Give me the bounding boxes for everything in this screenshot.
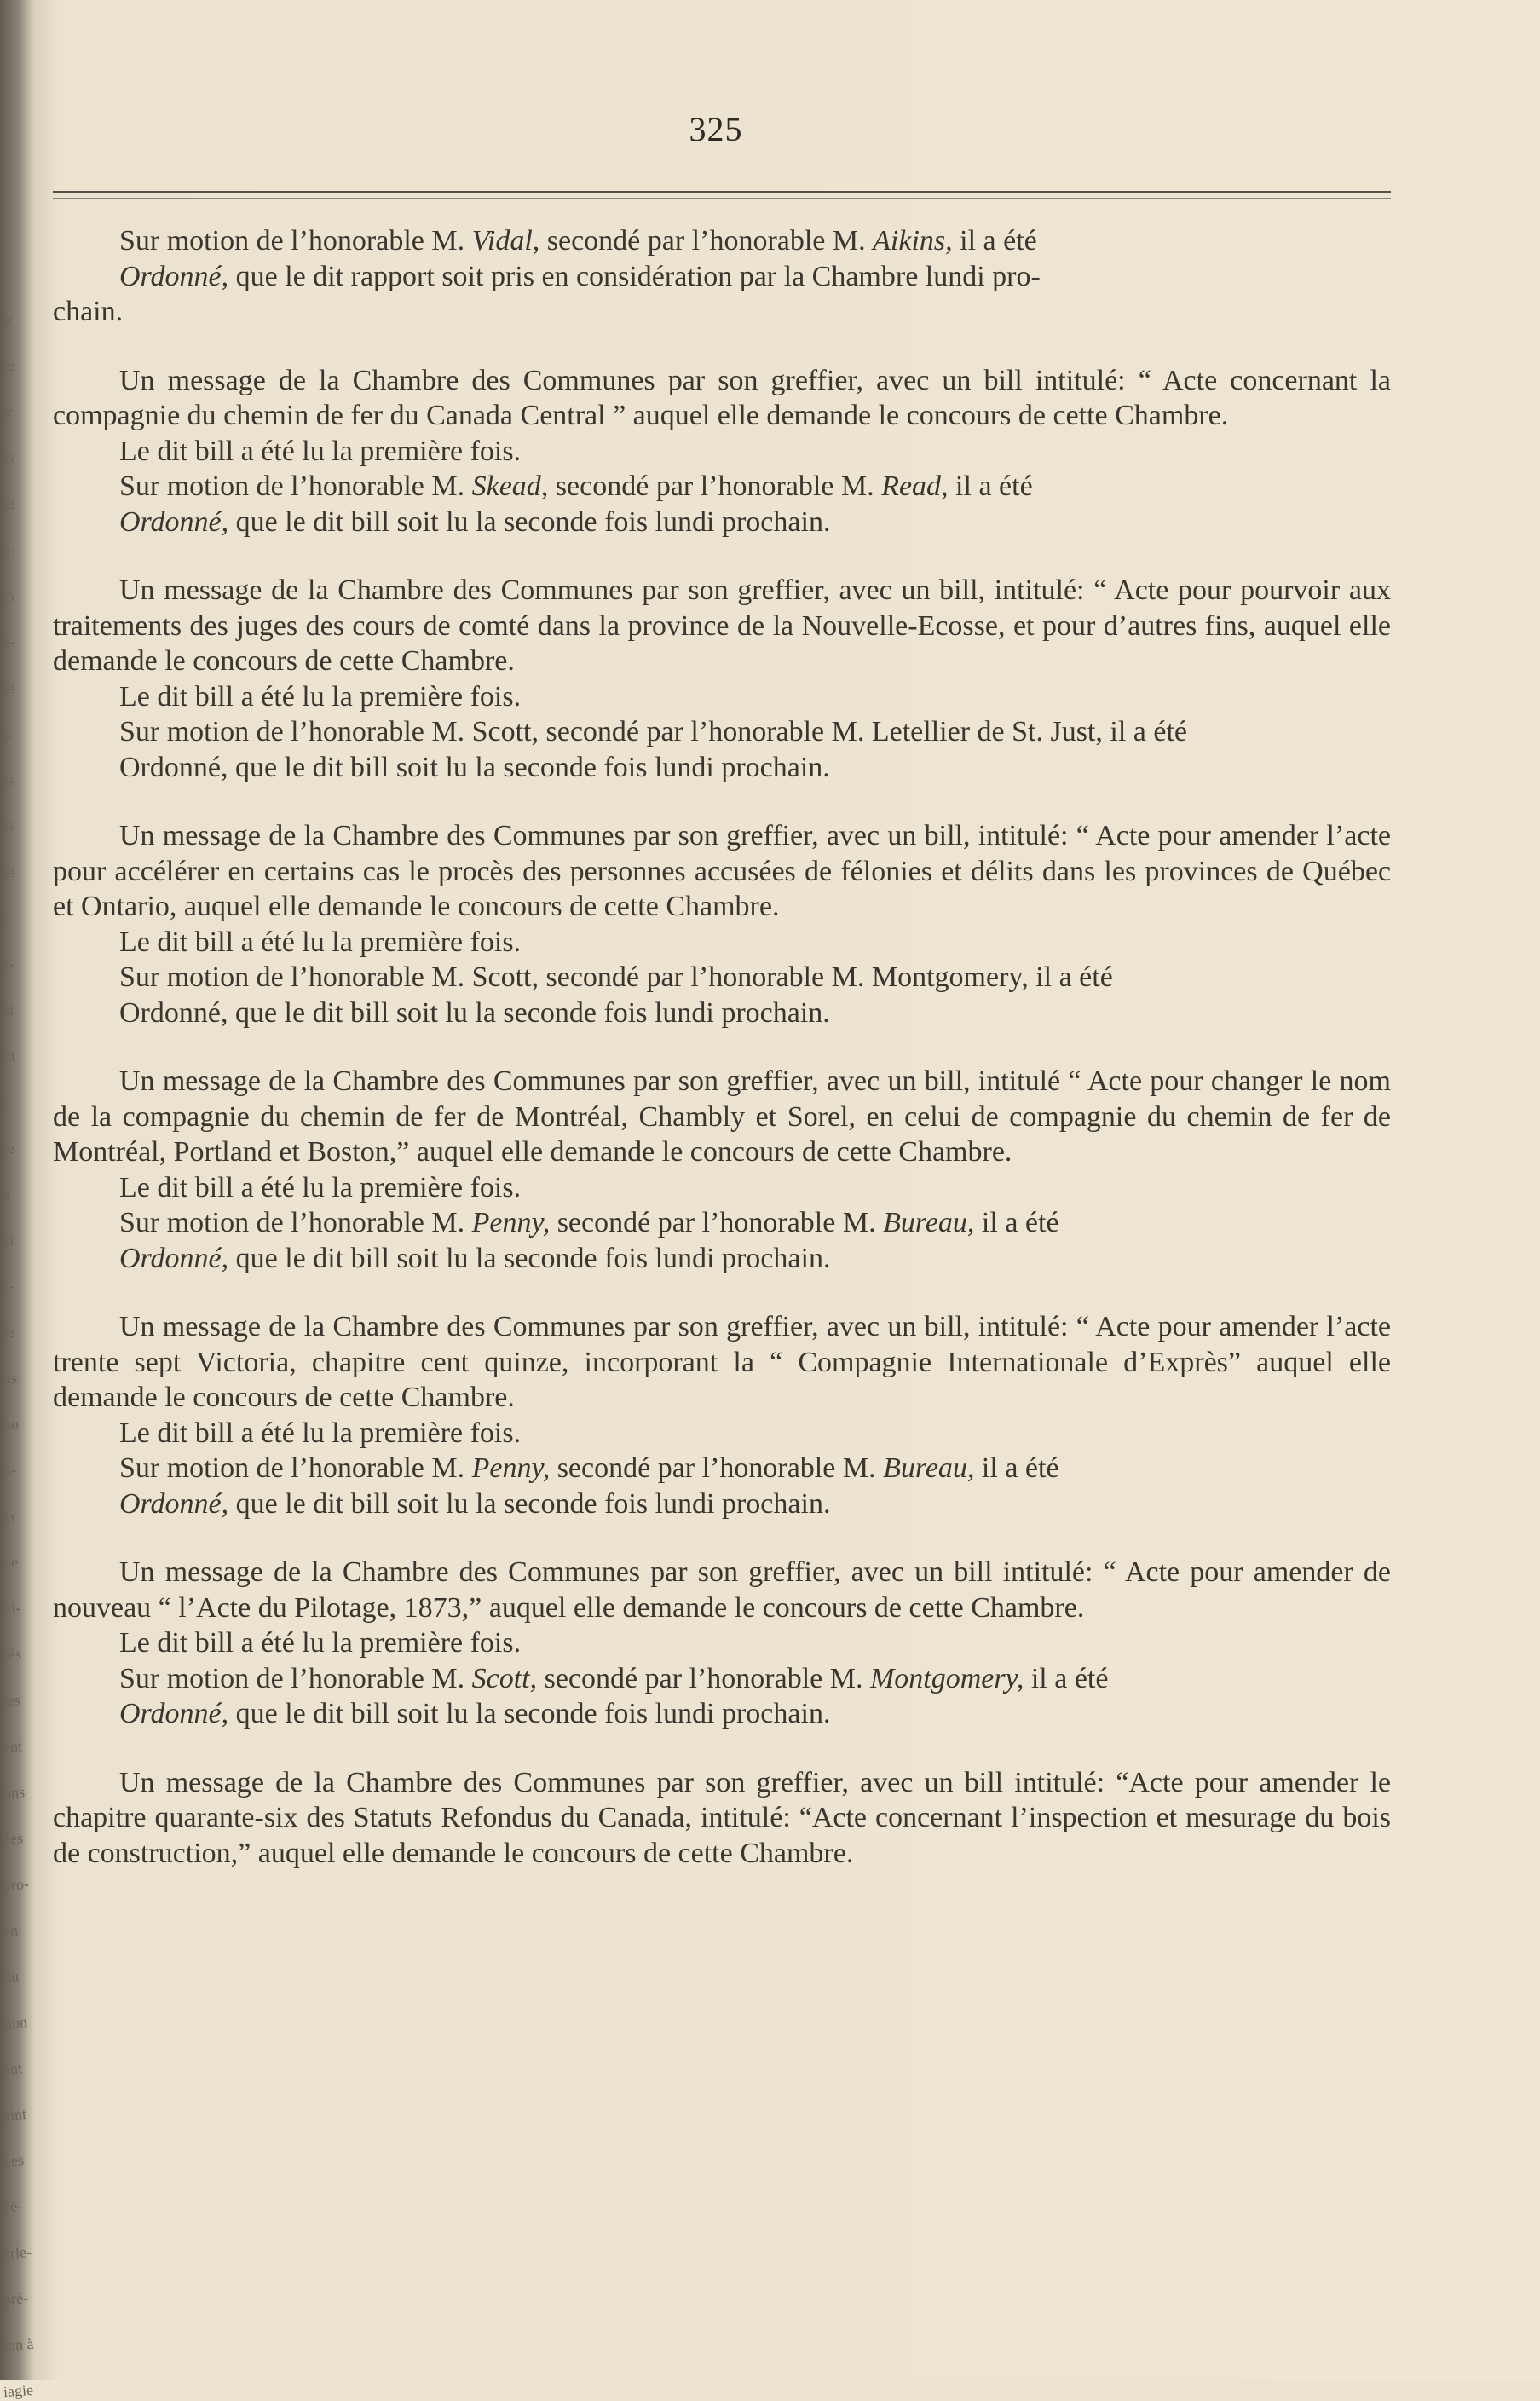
first-reading-line: Le dit bill a été lu la première fois. [119,680,522,713]
text-run: que le dit bill soit lu la seconde fois lundi prochain. [228,1698,831,1729]
text-run: il a été [948,470,1033,502]
gutter-fragment: r- [3,955,14,973]
gutter-fragment: ou [3,1415,20,1434]
seconder-name: Bureau, [883,1452,975,1484]
first-reading-line: Le dit bill a été lu la première fois. [119,435,522,467]
gutter-fragment: la [3,1507,15,1526]
seconder-name: Aikins, [873,225,953,257]
gutter-fragment: tion [3,2013,28,2032]
mover-name: Penny, [471,1207,551,1238]
gutter-fragment: u [3,724,12,743]
gutter-fragment: e- [3,540,16,559]
mover-name: Penny, [471,1452,551,1484]
message-block-felonies [53,818,1391,1030]
motion-line: Sur motion de l’honorable M. Scott, secondé par l’honorable M. Letellier de St. Just, il a été [119,716,1187,747]
order-line [53,259,1391,295]
first-reading-line: Le dit bill a été lu la première fois. [119,1171,522,1203]
gutter-fragment: le [3,863,15,881]
gutter-fragment: ns [3,1369,18,1388]
text-run: il a été [952,225,1037,257]
gutter-fragment: o- [3,1461,17,1480]
paragraph-report-motion [53,223,1391,330]
order-line [53,1486,1391,1522]
gutter-fragment: le [3,1323,15,1342]
order-line-tail: chain. [53,296,124,327]
message-block-montreal-railway [53,1064,1391,1276]
text-run: Sur motion de l’honorable M. [119,225,472,257]
text-run: que le dit bill soit lu la seconde fois lundi prochain. [228,1487,831,1520]
message-paragraph: Un message de la Chambre des Communes par son greffier, avec un bill, intitulé: “ Acte pour pourvoir aux traitements des juges des cours de comté dans la province de la Nouvelle-Ecosse, et pour d’autres fins, auquel elle demande le concours de cette Chambre. [53,574,1391,677]
motion-line [53,1205,1391,1241]
gutter-fragment: les [3,1691,21,1710]
text-run: secondé par l’honorable M. [537,1662,870,1694]
motion-line [53,1661,1391,1697]
header-rule [53,191,1391,193]
message-paragraph: Un message de la Chambre des Communes par son greffier, avec un bill, intitulé “ Acte pour changer le nom de la compagnie du chemin de fer de Montréal, Chambly et Sorel, en celui de compagnie du chemin de fer de Montréal, Portland et Boston,” auquel elle demande le concours de cette Chambre. [53,1065,1391,1168]
gutter-fragment: si [3,1001,14,1019]
gutter-fragment: ent [3,1737,23,1756]
gutter-fragment: ir [3,402,14,421]
order-line [53,1241,1391,1277]
text-run: que le dit rapport soit pris en considération par la Chambre lundi pro- [228,260,1041,292]
order-line [53,1696,1391,1732]
message-paragraph: Un message de la Chambre des Communes par son greffier, avec un bill intitulé: “Acte pour amender le chapitre quarante-six des Statuts Refondus du Canada, intitulé: “Acte concernant l’inspection et mesurage du bois de construction,” auquel elle demande le concours de cette Chambre. [53,1766,1391,1869]
text-run: que le dit bill soit lu la seconde fois lundi prochain. [228,505,831,538]
message-block-express-company [53,1309,1391,1521]
text-run: secondé par l’honorable M. [550,1452,884,1484]
text-run: il a été [974,1452,1059,1484]
gutter-fragment: r- [3,1277,14,1296]
gutter-fragment: rés [3,1645,22,1664]
page-number: 325 [689,110,743,148]
gutter-fragment: a- [3,632,16,651]
gutter-fragment: t [3,1093,9,1111]
ordered-word: Ordonné, [119,260,229,292]
gutter-fragment: arle- [3,2242,32,2263]
text-run: il a été [1024,1662,1109,1694]
text-run: Sur motion de l’honorable M. [119,1452,472,1484]
gutter-fragment: iagie [3,2381,34,2401]
message-block-pilotage [53,1555,1391,1732]
gutter-fragment: ir [3,310,14,329]
gutter-fragment: ent [3,2059,23,2078]
gutter-fragment: le [3,678,15,697]
gutter-fragment: du [3,1967,20,1986]
motion-line: Sur motion de l’honorable M. Scott, secondé par l’honorable M. Montgomery, il a été [119,961,1113,993]
mover-name: Scott, [471,1662,538,1694]
gutter-fragment: ion à [3,2335,35,2355]
gutter-fragment: nt [3,1047,16,1065]
mover-name: Vidal, [471,225,540,257]
text-run: Sur motion de l’honorable M. [119,1207,472,1238]
text-run: secondé par l’honorable M. [548,470,882,502]
ordered-word: Ordonné, [119,505,229,538]
ordered-word: Ordonné, [119,1698,229,1729]
gutter-fragment: le [3,356,15,375]
text-run: secondé par l’honorable M. [550,1207,884,1238]
gutter-fragment: en [3,1921,19,1940]
ordered-word: Ordonné, [119,1242,229,1274]
order-line [53,505,1391,540]
mover-name: Skead, [471,470,549,502]
gutter-fragment: is [3,771,14,789]
motion-line [53,223,1391,259]
gutter-fragment: pré- [3,2289,29,2308]
text-run: Sur motion de l’honorable M. [119,1662,472,1694]
message-paragraph: Un message de la Chambre des Communes par son greffier, avec un bill intitulé: “ Acte concernant la compagnie du chemin de fer du Canada Central ” auquel elle demande le concours de cette Chambre. [53,364,1391,431]
gutter-fragment: ï'é- [3,2197,23,2216]
gutter-fragment: ées [3,1829,24,1848]
gutter-fragment: is [3,448,14,467]
binding-gutter [0,0,49,2401]
gutter-fragment: ne [3,1553,19,1572]
message-block-timber-inspection [53,1765,1391,1872]
gutter-fragment: pro- [3,1874,30,1895]
gutter-fragment: is [3,586,14,605]
seconder-name: Bureau, [883,1207,975,1238]
message-block-canada-central [53,363,1391,540]
message-paragraph: Un message de la Chambre des Communes par son greffier, avec un bill, intitulé: “ Acte pour amender l’acte pour accélérer en certains cas le procès des personnes accusées de félonies et délits dans les provinces de Québec et Ontario, auquel elle demande le concours de cette Chambre. [53,820,1391,922]
gutter-fragment: ui- [3,1599,21,1618]
text-run: Sur motion de l’honorable M. [119,470,472,502]
first-reading-line: Le dit bill a été lu la première fois. [119,1627,522,1659]
first-reading-line: Le dit bill a été lu la première fois. [119,1417,522,1449]
gutter-fragment: t. [3,909,13,927]
first-reading-line: Le dit bill a été lu la première fois. [119,926,522,958]
gutter-fragment: ls [3,817,14,835]
seconder-name: Read, [881,470,949,502]
order-line: Ordonné, que le dit bill soit lu la seconde fois lundi prochain. [119,996,830,1029]
ordered-word: Ordonné, [119,1487,229,1520]
gutter-fragment: ie [3,494,15,513]
text-run: secondé par l’honorable M. [539,225,874,257]
header-rule-thin [53,198,1391,199]
gutter-fragment: ons [3,1783,26,1802]
gutter-fragment: si [3,1231,14,1250]
message-block-judges-salaries [53,573,1391,785]
text-run: que le dit bill soit lu la seconde fois lundi prochain. [228,1242,831,1274]
order-line: Ordonné, que le dit bill soit lu la seconde fois lundi prochain. [119,751,830,783]
gutter-fragment: nes [3,2151,25,2170]
gutter-fragment: te [3,1139,15,1157]
seconder-name: Montgomery, [869,1662,1024,1694]
document-body [53,223,1391,1904]
message-paragraph: Un message de la Chambre des Communes par son greffier, avec un bill, intitulé: “ Acte pour amender l’acte trente sept Victoria, chapitre cent quinze, incorporant la “ Compagnie Internationale d’Exprès” auquel elle demande le concours de cette Chambre. [53,1311,1391,1413]
message-paragraph: Un message de la Chambre des Communes par son greffier, avec un bill intitulé: “ Acte pour amender de nouveau “ l’Acte du Pilotage, 1873,” auquel elle demande le concours de cette Chambre. [53,1556,1391,1624]
gutter-fragment: aint [3,2105,27,2124]
gutter-fragment: a [3,1185,11,1203]
motion-line [53,469,1391,505]
text-run: il a été [974,1207,1059,1238]
motion-line [53,1451,1391,1486]
